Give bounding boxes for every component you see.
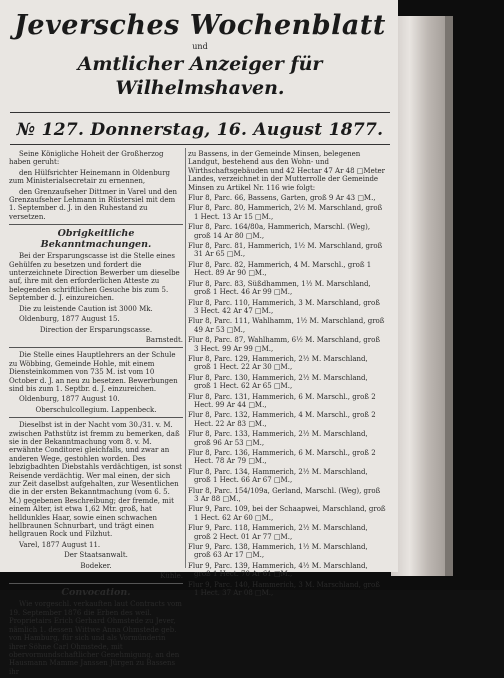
parcel-item: Flur 8, Parc. 136, Hammerich, 6 M. Marschl., groß 2 Hect. 78 Ar 79 □M.,: [188, 449, 376, 466]
parcel-list: [188, 194, 386, 597]
section-heading-obrigkeitliche: Obrigkeitliche Bekanntmachungen.: [40, 228, 152, 251]
notice-text: Die zu leistende Caution ist 3000 Mk.: [19, 304, 153, 313]
parcel-item: Flur 9, Parc. 109, bei der Schaapwei, Marschland, groß 1 Hect. 62 Ar 60 □M.,: [188, 505, 386, 522]
parcel-item: Flur 8, Parc. 133, Hammerich, 2½ M. Marschland, groß 96 Ar 53 □M.,: [188, 430, 368, 447]
intro-text-2: den Hülfsrichter Heinemann in Oldenburg zum Ministerialsecretair zu ernennen,: [9, 168, 171, 186]
notice-date: Oldenburg, 1877 August 10.: [19, 395, 120, 404]
notice-signature: Kühle.: [160, 572, 183, 581]
notice-signature: Barnstedt.: [145, 335, 183, 344]
notice-text: Dieselbst ist in der Nacht vom 30./31. v. M. zwischen Pathstütz ist fremm zu bemerken, daß sie in der Bekanntmachung vom 8. v. M. erwähnte Conditorei gleichfalls, und zwar an anderen Wege, gestohlen worden. Des lebzigbadhten Diebstahls verdächtigen, ist sonst Reisende verdächtig. Wer mal einen, der sich zur Zeit daselbst aufgehalten, zur Wesentlichen die in der ersten Bekanntmachung (vom 6. 5. M.) gegebenen Beschreibung; der fremde, mit einem Alter, ist etwa 1,62 Mtr. groß, hat helldunkles Haar, sowie einen schwachen hellbraunen Schnurbart, und trägt einen hellgrauen Rock und Filzhut.: [9, 421, 182, 539]
left-column: [9, 150, 183, 678]
masthead-und: und: [192, 42, 208, 51]
book-page-edges: [391, 16, 453, 576]
parcel-item: Flur 8, Parc. 80, Hammerich, 2½ M. Marschland, groß 1 Hect. 13 Ar 15 □M.,: [188, 204, 383, 221]
parcel-item: Flur 8, Parc. 66, Bassens, Garten, groß 9 Ar 43 □M.,: [188, 194, 376, 203]
parcel-item: Flur 9, Parc. 118, Hammerich, 2½ M. Marschland, groß 2 Hect. 01 Ar 77 □M.,: [188, 524, 368, 541]
column-divider: [185, 148, 186, 568]
parcel-item: Flur 8, Parc. 82, Hammerich, 4 M. Marschl., groß 1 Hect. 89 Ar 90 □M.,: [188, 260, 372, 278]
top-rule: [10, 112, 390, 113]
notice-signature: Direction der Ersparungscasse.: [39, 325, 153, 334]
parcel-item: Flur 8, Parc. 154/109a, Gerland, Marschl. (Weg), groß 3 Ar 88 □M.,: [188, 486, 381, 504]
parcel-item: Flur 9, Parc. 138, Hammerich, 1½ M. Marschland, groß 63 Ar 17 □M.,: [188, 543, 368, 560]
notice-date: Varel, 1877 August 11.: [19, 540, 101, 549]
newspaper-subtitle: Amtlicher Anzeiger für Wilhelmshaven.: [77, 53, 323, 99]
separator: [9, 347, 183, 348]
parcel-item: Flur 8, Parc. 111, Wahlhamm, 1½ M. Marschland, groß 49 Ar 53 □M.,: [188, 317, 385, 334]
parcel-item: Flur 8, Parc. 132, Hammerich, 4 M. Marschl., groß 2 Hect. 22 Ar 83 □M.,: [188, 411, 376, 428]
notice-signature: Bodeker.: [80, 561, 112, 570]
notice-text: Wie vorgeschl. verkauften laut Contracts vom 19. September 1876 die Erben des weil. Proprietairs Erich Gerhard Ohmstede zu Jever, nämlich 1. dessen Wittwe Anna Ohmstede geb. von Hamburg, für sich und als Vormünderin ihrer Söhne Carl Ohmstede, mit obervormundschaftlicher Genehmigung, an den Hausmann Mamme Janssen Jürgen zu Bassens ihr: [9, 600, 182, 676]
right-column: [188, 150, 386, 600]
newspaper-title: Jeversches Wochenblatt: [14, 10, 386, 41]
parcel-item: Flur 8, Parc. 81, Hammerich, 1½ M. Marschland, groß 31 Ar 65 □M.,: [188, 242, 383, 259]
parcel-item: Flur 8, Parc. 164/80a, Hammerich, Marschl. (Weg), groß 14 Ar 80 □M.,: [188, 223, 371, 240]
masthead: [6, 10, 394, 100]
parcel-item: Flur 8, Parc. 130, Hammerich, 2½ M. Marschland, groß 1 Hect. 62 Ar 65 □M.,: [188, 373, 368, 391]
notice-text: Die Stelle eines Hauptlehrers an der Schule zu Wöbbing, Gemeinde Hohle, mit einem Diensteinkommen von 735 M. ist vom 10 October d. J. an neu zu besetzen. Bewerbungen sind bis zum 1. Septbr. d. J. einzureichen.: [9, 351, 178, 393]
parcel-item: Flur 8, Parc. 87, Wahlhamm, 6½ M. Marschland, groß 3 Hect. 99 Ar 99 □M.,: [188, 336, 380, 353]
parcel-item: Flur 8, Parc. 110, Hammerich, 3 M. Marschland, groß 3 Hect. 42 Ar 47 □M.,: [188, 298, 380, 315]
issue-line: № 127. Donnerstag, 16. August 1877.: [16, 120, 384, 140]
separator: [9, 224, 183, 225]
notice-date: Oldenburg, 1877 August 15.: [19, 315, 120, 324]
separator: [9, 583, 183, 584]
section-heading-convocation: Convocation.: [61, 587, 131, 599]
parcel-item: Flur 8, Parc. 83, Süßdhammen, 1½ M. Marschland, groß 1 Hect. 46 Ar 99 □M.,: [188, 279, 371, 297]
notice-signature: Oberschulcollegium. Lappenbeck.: [35, 405, 157, 414]
parcel-item: Flur 9, Parc. 139, Hammerich, 4½ M. Marschland, groß 1 Hect. 70 Ar 61 □M.,: [188, 561, 368, 579]
parcel-item: Flur 9, Parc. 140, Hammerich, 3 M. Marschland, groß 1 Hect. 37 Ar 08 □M.,: [188, 580, 380, 598]
intro-text: Seine Königliche Hoheit der Großherzog haben geruht:: [9, 150, 164, 167]
parcel-item: Flur 8, Parc. 134, Hammerich, 2½ M. Marschland, groß 1 Hect. 66 Ar 67 □M.,: [188, 467, 368, 485]
notice-text: zu Bassens, in der Gemeinde Minsen, belegenen Landgut, bestehend aus den Wohn- und Wirthschaftsgebäuden und 42 Hectar 47 Ar 48 □Meter Landes, verzeichnet in der Mutterrolle der Gemeinde Minsen zu Artikel Nr. 116 wie folgt:: [188, 150, 386, 192]
issue-rule: [10, 144, 390, 145]
intro-text-3: den Grenzaufseher Dittmer in Varel und den Grenzaufseher Lehmann in Rüstersiel mit dem 1. September d. J. in den Ruhestand zu versetzen.: [9, 187, 178, 221]
notice-text: Bei der Ersparungscasse ist die Stelle eines Gehülfen zu besetzen und fordert die unterzeichnete Direction Bewerber um dieselbe auf, ihre mit den erforderlichen Atteste zu belegenden schriftlichen Gesuche bis zum 5. September d. J. einzureichen.: [9, 252, 180, 303]
separator: [9, 417, 183, 418]
parcel-item: Flur 8, Parc. 129, Hammerich, 2½ M. Marschland, groß 1 Hect. 22 Ar 30 □M.,: [188, 354, 368, 372]
notice-signature: Der Staatsanwalt.: [64, 551, 128, 560]
parcel-item: Flur 8, Parc. 131, Hammerich, 6 M. Marschl., groß 2 Hect. 99 Ar 44 □M.,: [188, 392, 376, 409]
